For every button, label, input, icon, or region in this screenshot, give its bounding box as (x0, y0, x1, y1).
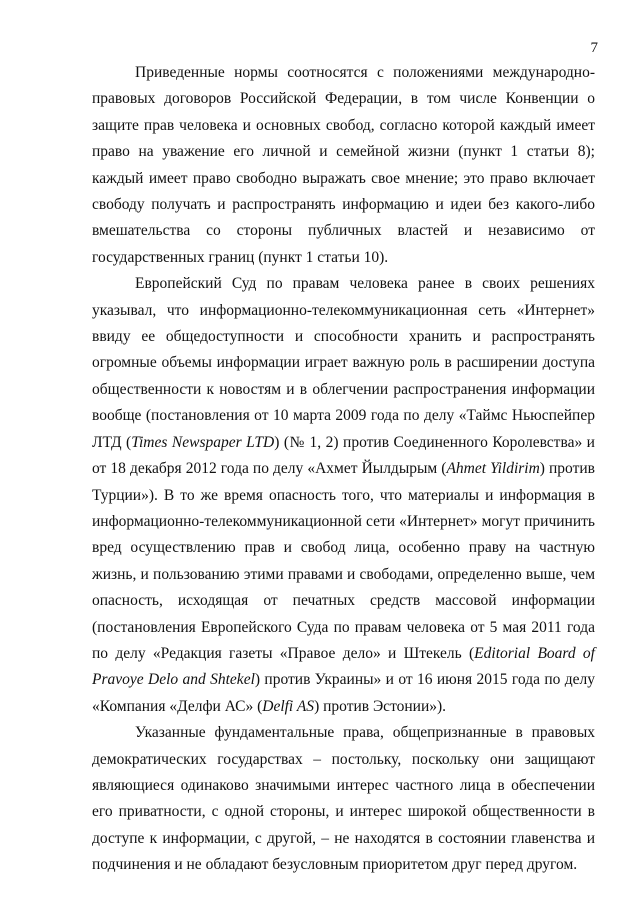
paragraph-echr (92, 271, 595, 720)
paragraph-text: ) против Турции»). В то же время опасность того, что материалы и информация в информационно-телекоммуникационной сети «Интернет» могут причинить вред осуществлению прав и свобод лица, особенно праву на частную жизнь, и пользованию этими правами и свободами, определенно выше, чем опасность, исходящая от печатных средств массовой информации (постановления Европейского Суда по правам человека от 5 мая 2011 года по делу «Редакция газеты «Правое дело» и Штекель ( (92, 460, 595, 662)
paragraph-text: ) против Эстонии»). (314, 697, 447, 715)
document-body (92, 60, 595, 879)
paragraph-text: ) против Украины» и от 16 июня 2015 года по делу «Компания «Делфи АС» ( (92, 671, 595, 715)
paragraph-text: Приведенные нормы соотносятся с положениями международно-правовых договоров Российской Федерации, в том числе Конвенции о защите прав человека и основных свобод, согласно которой каждый имеет право на уважение его личной и семейной жизни (пункт 1 статьи 8); каждый имеет право свободно выражать свое мнение; это право включает свободу получать и распространять информацию и идеи без какого-либо вмешательства со стороны публичных властей и независимо от государственных границ (пункт 1 статьи 10). (92, 64, 595, 266)
paragraph-norms (92, 60, 595, 271)
paragraph-text: ) (№ 1, 2) против Соединенного Королевства» и от 18 декабря 2012 года по делу «Ахмет Йылдырым ( (92, 433, 595, 478)
paragraph-fundamental-rights (92, 720, 595, 878)
case-name-latin: Editorial Board of Pravoye Delo and Shtekel (92, 644, 595, 689)
case-name-latin: Ahmet Yildirim (446, 460, 540, 478)
page-number: 7 (590, 40, 598, 56)
paragraph-text: Указанные фундаментальные права, общепризнанные в правовых демократических государствах – постольку, поскольку они защищают являющиеся одинаково значимыми интерес частного лица в обеспечении его приватности, с одной стороны, и интерес широкой общественности в доступе к информации, с другой, – не находятся в состоянии главенства и подчинения и не обладают безусловным приоритетом друг перед другом. (92, 724, 595, 874)
case-name-latin: Delfi AS (262, 697, 315, 715)
case-name-latin: Times Newspaper LTD (131, 433, 275, 451)
paragraph-text: Европейский Суд по правам человека ранее в своих решениях указывал, что информационно-телекоммуникационная сеть «Интернет» ввиду ее общедоступности и способности хранить и распространять огромные объемы информации играет важную роль в расширении доступа общественности к новостям и в облегчении распространения информации вообще (постановления от 10 марта 2009 года по делу «Таймс Ньюспейпер ЛТД ( (92, 275, 595, 451)
